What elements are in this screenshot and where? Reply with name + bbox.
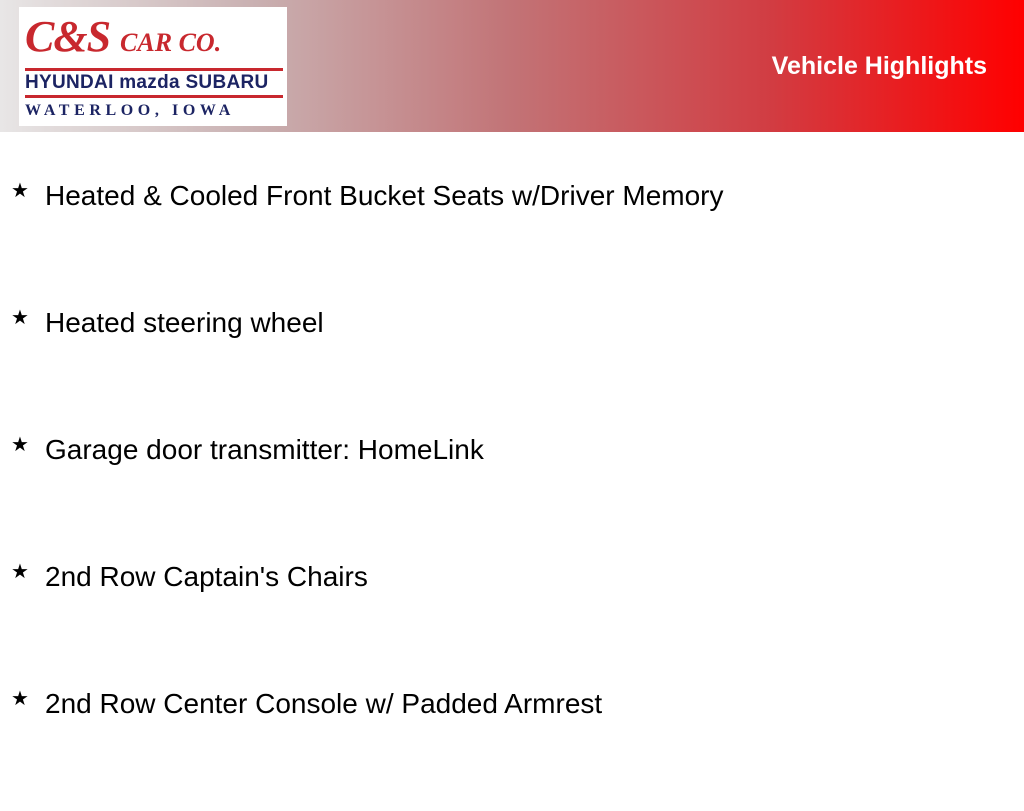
logo-company: CAR CO.	[120, 28, 222, 57]
highlights-list	[0, 176, 1024, 811]
star-icon: ★	[11, 305, 29, 329]
highlight-text: Heated & Cooled Front Bucket Seats w/Driver Memory	[45, 180, 724, 211]
logo-location: WATERLOO, IOWA	[25, 102, 235, 119]
highlight-text: 2nd Row Center Console w/ Padded Armrest	[45, 688, 603, 719]
logo-brand: C&S	[25, 12, 111, 61]
list-item	[0, 303, 1024, 430]
star-icon: ★	[11, 686, 29, 710]
star-icon: ★	[11, 178, 29, 202]
dealer-logo[interactable]	[19, 7, 287, 126]
list-item	[0, 176, 1024, 303]
logo-makes: HYUNDAI mazda SUBARU	[25, 72, 269, 93]
highlight-text: Garage door transmitter: HomeLink	[45, 434, 484, 465]
star-icon: ★	[11, 432, 29, 456]
list-item	[0, 557, 1024, 684]
header-banner	[0, 0, 1024, 132]
star-icon: ★	[11, 559, 29, 583]
list-item	[0, 684, 1024, 811]
highlight-text: Heated steering wheel	[45, 307, 324, 338]
logo-divider	[25, 68, 283, 71]
page-title: Vehicle Highlights	[771, 52, 987, 80]
logo-divider	[25, 95, 283, 98]
logo-top-row	[25, 12, 281, 61]
highlight-text: 2nd Row Captain's Chairs	[45, 561, 368, 592]
list-item	[0, 430, 1024, 557]
